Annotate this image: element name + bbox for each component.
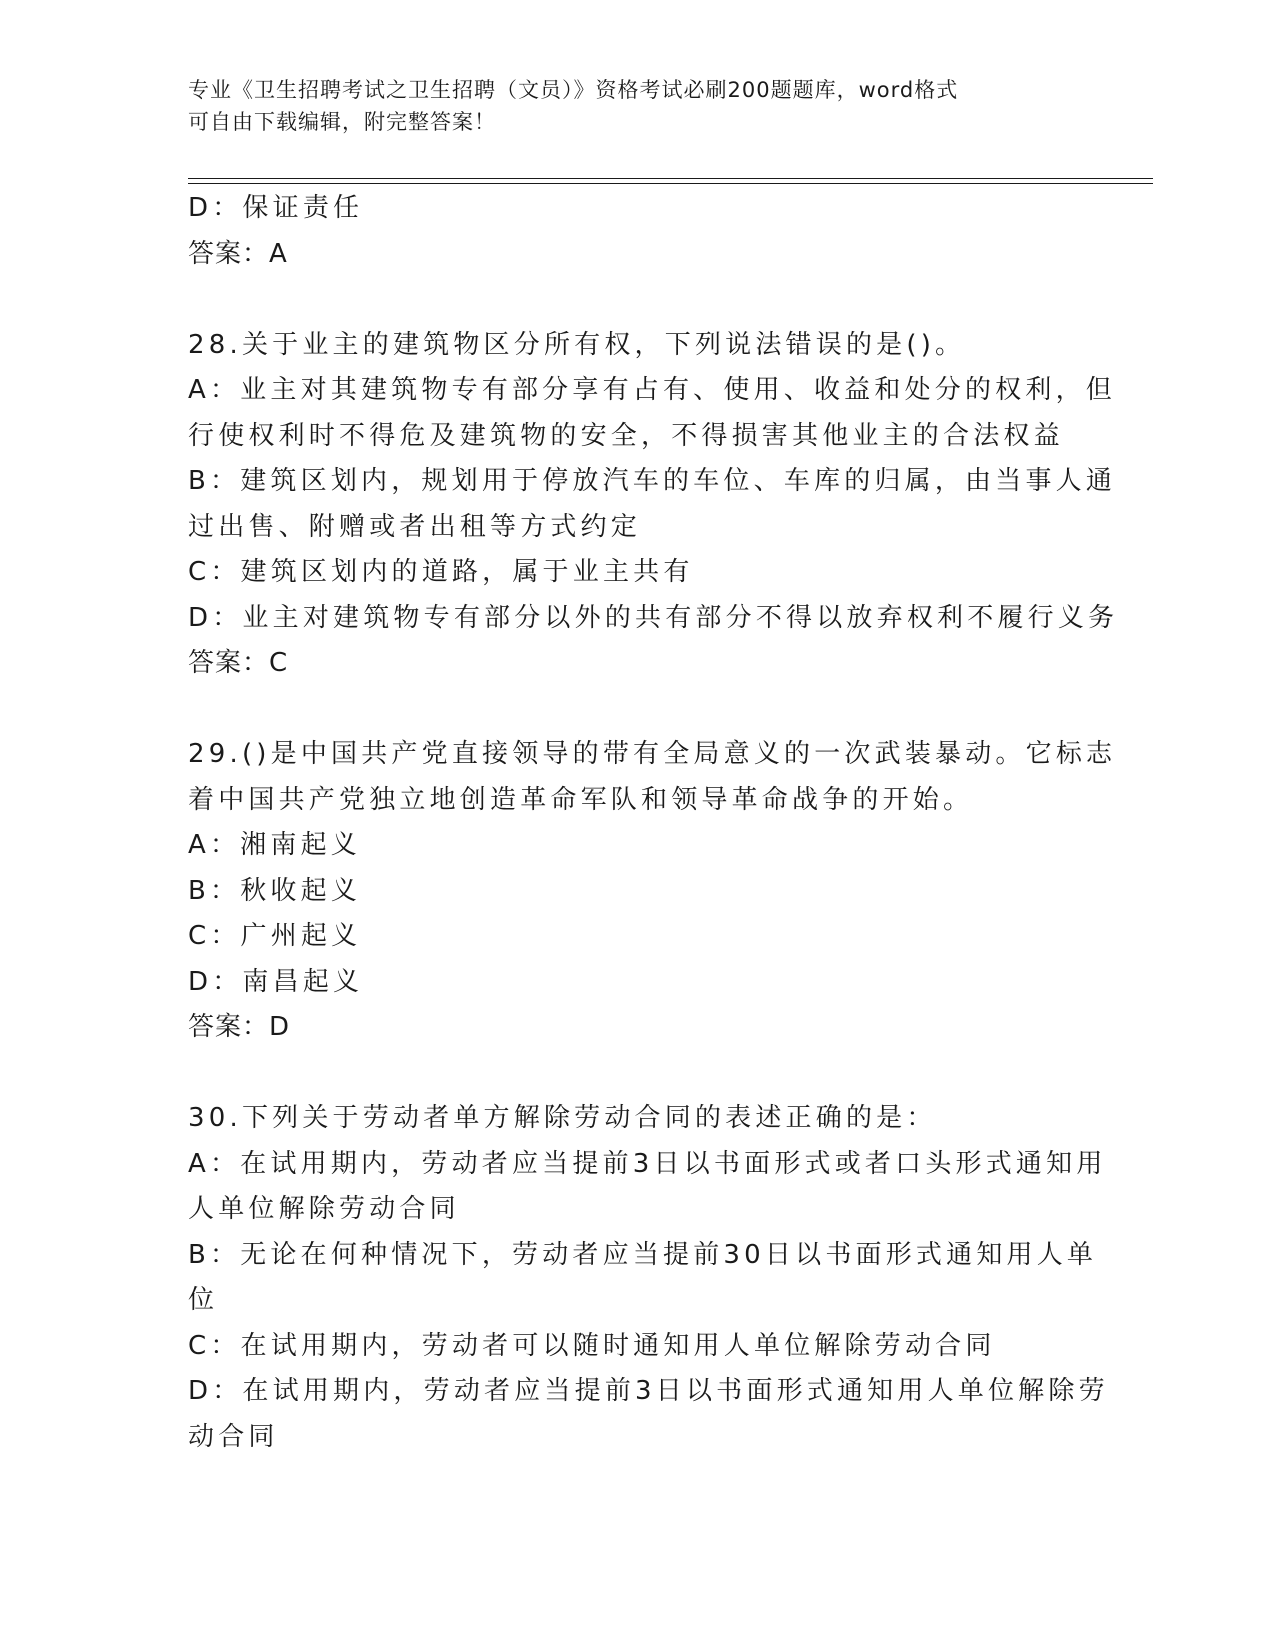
option-b: B：无论在何种情况下，劳动者应当提前30日以书面形式通知用人单	[188, 1239, 1098, 1270]
question-30	[188, 1096, 1109, 1460]
previous-question-tail	[188, 186, 1088, 277]
question-list	[188, 186, 1119, 1460]
option-d: D：保证责任	[188, 193, 364, 223]
option-d: D：南昌起义	[188, 966, 364, 997]
option-b-continued: 位	[188, 1285, 219, 1315]
answer-line: 答案：A	[188, 238, 288, 269]
header-divider-bottom	[188, 183, 1153, 184]
header-line-2: 可自由下载编辑，附完整答案！	[188, 110, 496, 134]
option-a-continued: 行使权利时不得危及建筑物的安全，不得损害其他业主的合法权益	[188, 420, 1064, 451]
option-b: B：秋收起义	[188, 875, 362, 906]
spacer	[188, 1051, 1088, 1097]
option-c: C：广州起义	[188, 921, 362, 951]
question-stem: 30.下列关于劳动者单方解除劳动合同的表述正确的是：	[188, 1103, 937, 1133]
question-stem: 29.()是中国共产党直接领导的带有全局意义的一次武装暴动。它标志	[188, 739, 1117, 769]
option-a-continued: 人单位解除劳动合同	[188, 1194, 460, 1224]
question-stem: 28.关于业主的建筑物区分所有权，下列说法错误的是()。	[188, 329, 966, 360]
option-d-continued: 动合同	[188, 1421, 279, 1452]
document-header	[188, 74, 1068, 138]
spacer	[188, 277, 1088, 323]
option-c: C：在试用期内，劳动者可以随时通知用人单位解除劳动合同	[188, 1330, 996, 1361]
spacer	[188, 687, 1088, 733]
option-c: C：建筑区划内的道路，属于业主共有	[188, 557, 694, 587]
option-b-continued: 过出售、附赠或者出租等方式约定	[188, 511, 642, 542]
option-b: B：建筑区划内，规划用于停放汽车的车位、车库的归属，由当事人通	[188, 466, 1117, 496]
question-stem-continued: 着中国共产党独立地创造革命军队和领导革命战争的开始。	[188, 784, 974, 815]
option-d: D：在试用期内，劳动者应当提前3日以书面形式通知用人单位解除劳	[188, 1376, 1109, 1406]
answer-line: 答案：C	[188, 648, 289, 678]
header-divider-top	[188, 178, 1153, 179]
option-d: D：业主对建筑物专有部分以外的共有部分不得以放弃权利不履行义务	[188, 602, 1119, 633]
answer-line: 答案：D	[188, 1012, 291, 1042]
option-a: A：在试用期内，劳动者应当提前3日以书面形式或者口头形式通知用	[188, 1148, 1107, 1179]
header-line-1: 专业《卫生招聘考试之卫生招聘（文员）》资格考试必刷200题题库，word格式	[188, 78, 959, 102]
option-a: A：湘南起义	[188, 830, 361, 860]
question-28	[188, 323, 1119, 687]
option-a: A：业主对其建筑物专有部分享有占有、使用、收益和处分的权利，但	[188, 375, 1116, 405]
question-29	[188, 732, 1117, 1051]
